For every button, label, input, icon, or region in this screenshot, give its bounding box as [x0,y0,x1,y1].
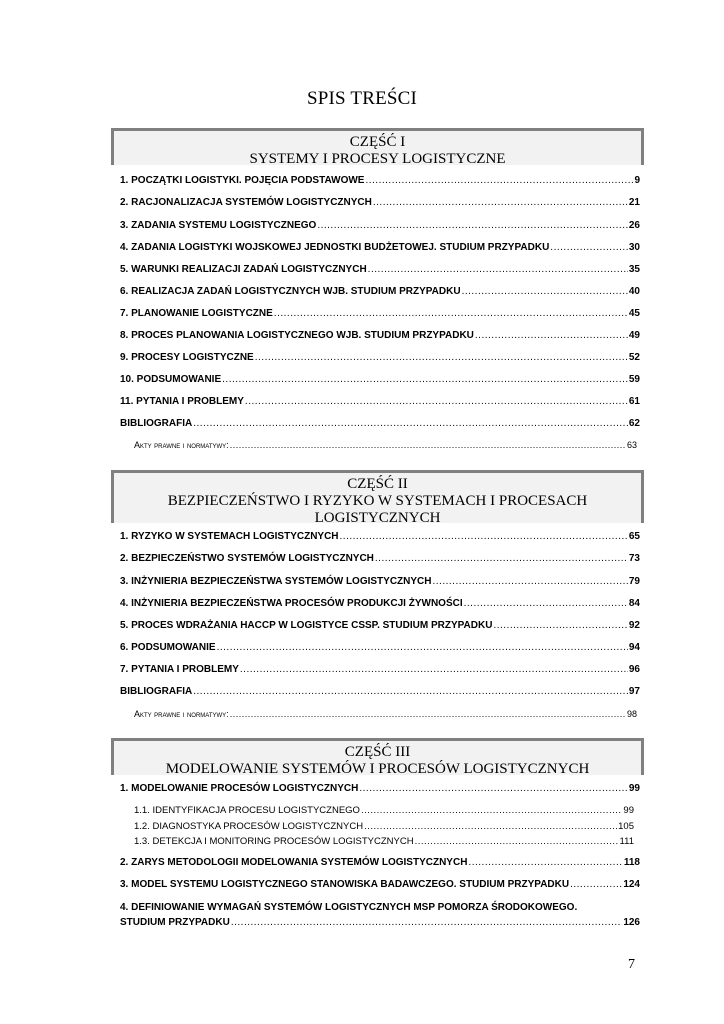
dot-leader [433,576,628,587]
toc-entry-label: 1. MODELOWANIE PROCESÓW LOGISTYCZNYCH [120,783,359,794]
toc-entry-page: 21 [628,197,640,208]
toc-entry[interactable] [120,620,640,631]
dot-leader [217,642,628,653]
dot-leader [240,664,628,675]
toc-entry-label: 4. INŻYNIERIA BEZPIECZEŃSTWA PROCESÓW PRODUKCJI ŻYWNOŚCI [120,598,463,609]
toc-entry[interactable] [120,242,640,253]
toc-entry[interactable] [120,220,640,231]
toc-entry[interactable] [120,286,640,297]
toc-entry-page: 30 [628,242,640,253]
toc-entry-label: 2. ZARYS METODOLOGII MODELOWANIA SYSTEMÓW LOGISTYCZNYCH [120,857,468,868]
part-2-label: CZĘŚĆ II [347,476,408,492]
toc-entry[interactable] [120,418,640,429]
toc-entry-page: 79 [628,576,640,587]
dot-leader [364,821,617,832]
toc-entry-page: 61 [628,396,640,407]
toc-subentry[interactable] [134,821,634,832]
toc-entry[interactable] [120,308,640,319]
toc-entry-page: 84 [628,598,640,609]
toc-entry-page: 65 [628,531,640,542]
dot-leader [464,598,628,609]
toc-entry[interactable] [120,175,640,186]
dot-leader [359,783,628,794]
toc-entry-page: 97 [628,686,640,697]
part-3-header [111,738,644,775]
toc-entry[interactable] [120,642,640,653]
dot-leader [415,836,619,847]
dot-leader [230,440,626,450]
toc-entry-label: 7. PYTANIA I PROBLEMY [120,664,239,675]
toc-subentry[interactable] [134,805,634,816]
dot-leader [255,352,628,363]
toc-entry-label: 8. PROCES PLANOWANIA LOGISTYCZNEGO WJB. STUDIUM PRZYPADKU [120,330,474,341]
toc-entry-label: 1. RYZYKO W SYSTEMACH LOGISTYCZNYCH [120,531,339,542]
toc-entry-label: 1. POCZĄTKI LOGISTYKI. POJĘCIA PODSTAWOWE [120,175,365,186]
toc-entry-label: 7. PLANOWANIE LOGISTYCZNE [120,308,273,319]
toc-entry-page: 73 [628,553,640,564]
toc-entry-label: 2. RACJONALIZACJA SYSTEMÓW LOGISTYCZNYCH [120,197,372,208]
dot-leader [340,531,628,542]
toc-entry-label: BIBLIOGRAFIA [120,686,193,697]
toc-entry-page: 124 [623,879,640,890]
toc-entry-page: 9 [634,175,640,186]
toc-entry[interactable] [120,197,640,208]
toc-entry-label: 1.2. DIAGNOSTYKA PROCESÓW LOGISTYCZNYCH [134,821,364,832]
dot-leader [373,197,628,208]
dot-leader [462,286,628,297]
part-2-title: BEZPIECZEŃSTWO I RYZYKO W SYSTEMACH I PROCESACH LOGISTYCZNYCH [167,493,588,526]
page-number: 7 [628,957,635,972]
toc-entry[interactable] [120,664,640,675]
toc-entry-label: 2. BEZPIECZEŃSTWO SYSTEMÓW LOGISTYCZNYCH [120,553,374,564]
toc-entry-label: 4. DEFINIOWANIE WYMAGAŃ SYSTEMÓW LOGISTYCZNYCH MSP POMORZA ŚRODOKOWEGO. [120,902,578,913]
toc-entry[interactable] [120,576,640,587]
toc-entry-page: 59 [628,374,640,385]
dot-leader [245,396,628,407]
toc-entry-page: 99 [628,783,640,794]
part-1-header [111,128,644,165]
page-title-rest: PIS TREŚCI [317,88,418,109]
dot-leader [231,917,622,928]
toc-entry-label: 3. ZADANIA SYSTEMU LOGISTYCZNEGO [120,220,317,231]
toc-entry-label: 10. PODSUMOWANIE [120,374,222,385]
dot-leader [550,242,628,253]
dot-leader [475,330,628,341]
part-1-label: CZĘŚĆ I [349,134,406,150]
toc-entry[interactable] [120,598,640,609]
toc-entry[interactable] [120,396,640,407]
toc-entry[interactable] [120,857,640,868]
dot-leader [361,805,622,816]
page-title [0,88,724,110]
toc-entry-label: 1.3. DETEKCJA I MONITORING PROCESÓW LOGISTYCZNYCH [134,836,414,847]
toc-entry[interactable] [120,531,640,542]
toc-entry-multiline[interactable] [120,902,640,928]
toc-entry-page: 62 [628,418,640,429]
toc-entry-page: 26 [628,220,640,231]
toc-entry-page: 98 [626,709,637,719]
toc-entry-label: BIBLIOGRAFIA [120,418,193,429]
toc-entry-page: 63 [626,440,637,450]
dot-leader [222,374,628,385]
toc-entry[interactable] [120,352,640,363]
toc-entry-page: 92 [628,620,640,631]
toc-entry-label: 9. PROCESY LOGISTYCZNE [120,352,254,363]
toc-entry-label: 1.1. IDENTYFIKACJA PROCESU LOGISTYCZNEGO [134,805,360,816]
toc-entry-label-continued: STUDIUM PRZYPADKU [120,917,230,928]
dot-leader [493,620,627,631]
dot-leader [230,709,626,719]
toc-entry-label: 5. PROCES WDRAŻANIA HACCP W LOGISTYCE CSSP. STUDIUM PRZYPADKU [120,620,493,631]
dot-leader [193,418,628,429]
part-3-label: CZĘŚĆ III [344,744,411,760]
toc-entry-page: 126 [623,917,640,928]
toc-entry-page: 45 [628,308,640,319]
page-title-first-letter: S [306,88,318,109]
toc-entry-page: 105 [618,821,634,832]
toc-entry-label: 5. WARUNKI REALIZACJI ZADAŃ LOGISTYCZNYCH [120,264,367,275]
toc-entry-label: Akty prawne i normatywy: [134,709,229,719]
dot-leader [375,553,628,564]
toc-entry[interactable] [120,553,640,564]
dot-leader [468,857,622,868]
dot-leader [193,686,628,697]
part-3-title: MODELOWANIE SYSTEMÓW I PROCESÓW LOGISTYCZNYCH [165,761,590,777]
dot-leader [365,175,633,186]
toc-entry-label: 11. PYTANIA I PROBLEMY [120,396,244,407]
toc-entry-page: 35 [628,264,640,275]
toc-entry[interactable] [120,374,640,385]
toc-entry[interactable] [120,330,640,341]
toc-entry-page: 49 [628,330,640,341]
toc-entry-label: 6. REALIZACJA ZADAŃ LOGISTYCZNYCH WJB. STUDIUM PRZYPADKU [120,286,461,297]
toc-entry-page: 52 [628,352,640,363]
toc-entry-label: 4. ZADANIA LOGISTYKI WOJSKOWEJ JEDNOSTKI BUDŻETOWEJ. STUDIUM PRZYPADKU [120,242,550,253]
part-1-title: SYSTEMY I PROCESY LOGISTYCZNE [249,151,506,167]
toc-entry[interactable] [120,686,640,697]
toc-entry[interactable] [120,783,640,794]
dot-leader [274,308,628,319]
toc-entry-acts[interactable] [134,440,637,450]
dot-leader [368,264,628,275]
toc-entry-page: 99 [623,805,634,816]
part-2-header [111,470,644,526]
toc-entry-acts[interactable] [134,709,637,719]
toc-entry-page: 118 [623,857,640,868]
toc-entry-label: 6. PODSUMOWANIE [120,642,216,653]
toc-entry-page: 111 [619,836,634,847]
toc-entry-label: Akty prawne i normatywy: [134,440,229,450]
toc-entry[interactable] [120,264,640,275]
dot-leader [570,879,622,890]
toc-entry-page: 40 [628,286,640,297]
toc-entry-label: 3. INŻYNIERIA BEZPIECZEŃSTWA SYSTEMÓW LOGISTYCZNYCH [120,576,432,587]
toc-entry-page: 96 [628,664,640,675]
toc-entry-page: 94 [628,642,640,653]
toc-entry[interactable] [120,879,640,890]
toc-subentry[interactable] [134,836,634,847]
dot-leader [317,220,628,231]
toc-entry-label: 3. MODEL SYSTEMU LOGISTYCZNEGO STANOWISKA BADAWCZEGO. STUDIUM PRZYPADKU [120,879,570,890]
